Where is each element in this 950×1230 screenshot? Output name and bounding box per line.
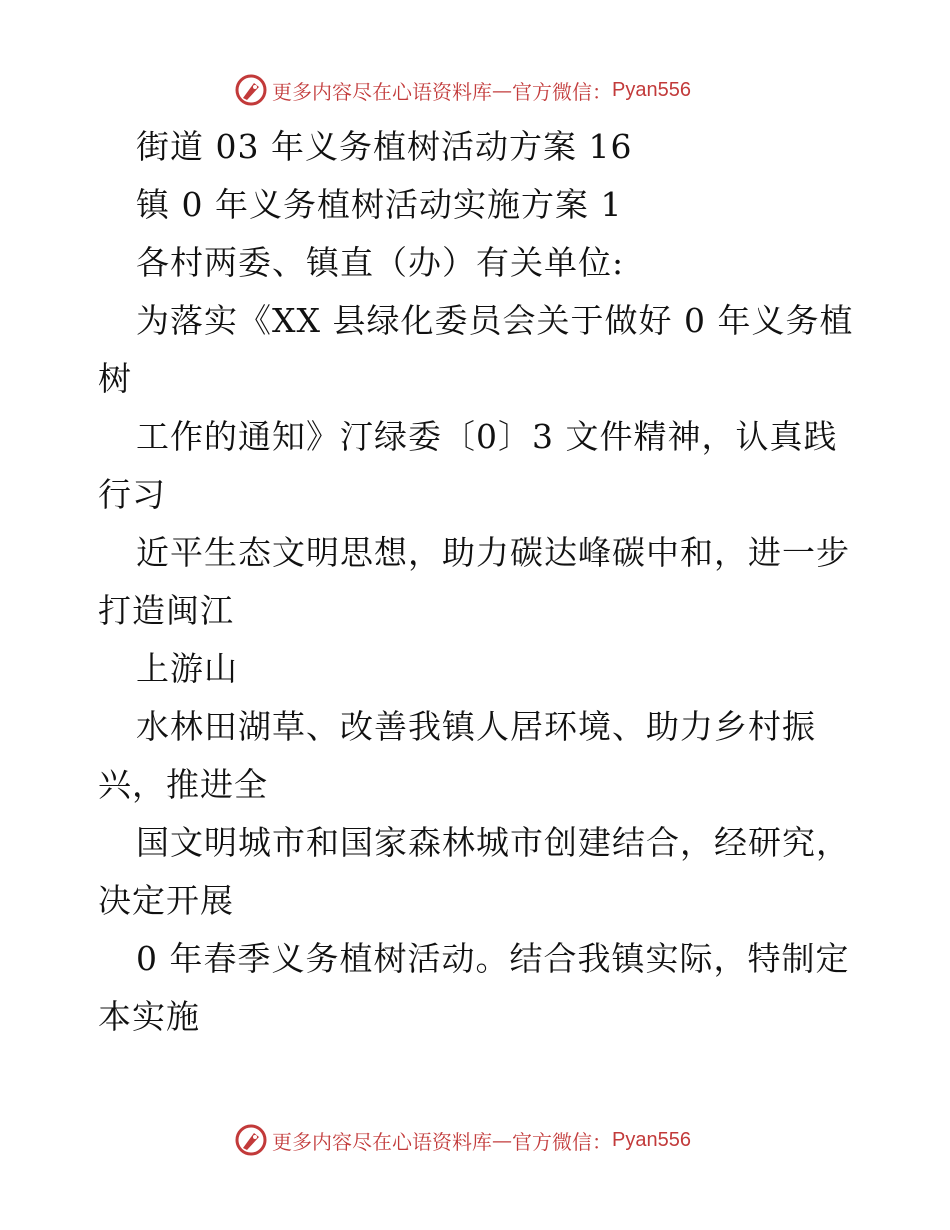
text-line: 上游山	[136, 649, 238, 688]
text-line: 行习	[98, 475, 166, 514]
text-line: 决定开展	[98, 881, 234, 920]
text-line: 工作的通知》汀绿委〔0〕3 文件精神，认真践	[136, 417, 838, 456]
text-line: 国文明城市和国家森林城市创建结合，经研究，	[136, 823, 850, 862]
pen-nib-circle-icon	[234, 1123, 268, 1157]
watermark-wechat-id: Pyan556	[612, 78, 691, 101]
text-line: 本实施	[98, 997, 200, 1036]
text-line: 近平生态文明思想，助力碳达峰碳中和，进一步	[136, 533, 850, 572]
watermark-official-label: 官方微信：	[512, 1129, 612, 1154]
text-line: 各村两委、镇直（办）有关单位:	[136, 243, 625, 282]
text-line: 兴，推进全	[98, 765, 268, 804]
pen-nib-circle-icon	[234, 73, 268, 107]
text-line: 街道 03 年义务植树活动方案 16	[136, 127, 633, 166]
footer-watermark	[234, 1122, 691, 1158]
watermark-wechat-id: Pyan556	[612, 1128, 691, 1151]
document-body	[98, 118, 858, 1046]
text-line: 打造闽江	[98, 591, 234, 630]
text-line: 0 年春季义务植树活动。结合我镇实际，特制定	[136, 939, 850, 978]
watermark-official-label: 官方微信：	[512, 79, 612, 104]
watermark-text: 更多内容尽在心语资料库	[272, 1129, 492, 1154]
text-line: 树	[98, 359, 132, 398]
text-line: 为落实《XX 县绿化委员会关于做好 0 年义务植	[136, 301, 854, 340]
text-line: 水林田湖草、改善我镇人居环境、助力乡村振	[136, 707, 816, 746]
text-line: 镇 0 年义务植树活动实施方案 1	[136, 185, 623, 224]
watermark-separator: —	[492, 1128, 512, 1152]
watermark-separator: —	[492, 78, 512, 102]
watermark-text: 更多内容尽在心语资料库	[272, 79, 492, 104]
header-watermark	[234, 72, 691, 108]
